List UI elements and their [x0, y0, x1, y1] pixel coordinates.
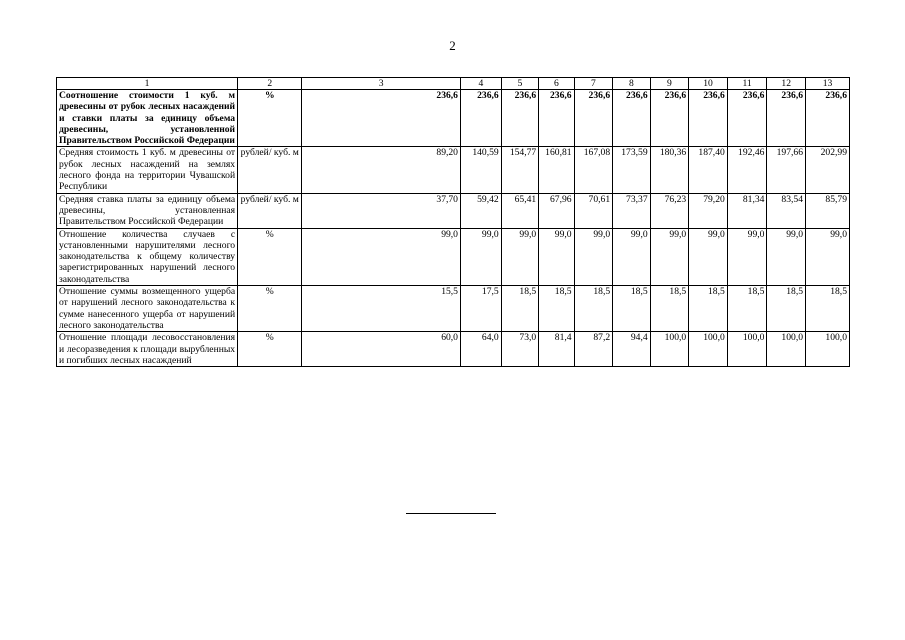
value-cell: 160,81 — [539, 147, 574, 193]
column-header: 7 — [574, 78, 613, 90]
value-cell: 73,37 — [613, 193, 651, 228]
value-cell: 18,5 — [501, 286, 539, 332]
value-cell: 81,34 — [727, 193, 767, 228]
value-cell: 67,96 — [539, 193, 574, 228]
value-cell: 18,5 — [767, 286, 806, 332]
value-cell: 154,77 — [501, 147, 539, 193]
value-cell: 85,79 — [806, 193, 850, 228]
value-cell: 236,6 — [460, 90, 501, 147]
value-cell: 99,0 — [539, 228, 574, 285]
value-cell: 167,08 — [574, 147, 613, 193]
value-cell: 59,42 — [460, 193, 501, 228]
value-cell: 236,6 — [650, 90, 689, 147]
value-cell: 192,46 — [727, 147, 767, 193]
value-cell: 180,36 — [650, 147, 689, 193]
value-cell: 100,0 — [806, 332, 850, 367]
value-cell: 187,40 — [689, 147, 728, 193]
column-header: 13 — [806, 78, 850, 90]
value-cell: 64,0 — [460, 332, 501, 367]
unit-cell: % — [238, 228, 302, 285]
column-header: 11 — [727, 78, 767, 90]
column-header: 8 — [613, 78, 651, 90]
value-cell: 99,0 — [727, 228, 767, 285]
value-cell: 79,20 — [689, 193, 728, 228]
value-cell: 197,66 — [767, 147, 806, 193]
column-header: 12 — [767, 78, 806, 90]
value-cell: 236,6 — [727, 90, 767, 147]
value-cell: 89,20 — [302, 147, 461, 193]
column-header: 3 — [302, 78, 461, 90]
value-cell: 99,0 — [806, 228, 850, 285]
indicator-cell: Средняя ставка платы за единицу объема древесины, установленная Правительством Российской Федерации — [57, 193, 238, 228]
value-cell: 100,0 — [689, 332, 728, 367]
value-cell: 73,0 — [501, 332, 539, 367]
value-cell: 81,4 — [539, 332, 574, 367]
page-number: 2 — [449, 38, 456, 53]
value-cell: 99,0 — [650, 228, 689, 285]
column-header: 2 — [238, 78, 302, 90]
column-header: 10 — [689, 78, 728, 90]
footer-separator-line — [406, 513, 496, 514]
indicator-cell: Средняя стоимость 1 куб. м древесины от рубок лесных насаждений на землях лесного фонда на территории Чувашской Республики — [57, 147, 238, 193]
value-cell: 18,5 — [539, 286, 574, 332]
table-row — [57, 286, 850, 332]
value-cell: 236,6 — [767, 90, 806, 147]
value-cell: 99,0 — [501, 228, 539, 285]
value-cell: 94,4 — [613, 332, 651, 367]
unit-cell: % — [238, 90, 302, 147]
value-cell: 18,5 — [689, 286, 728, 332]
table-row — [57, 147, 850, 193]
indicator-cell: Отношение площади лесовосстановления и лесоразведения к площади вырубленных и погибших лесных насаждений — [57, 332, 238, 367]
value-cell: 236,6 — [302, 90, 461, 147]
value-cell: 99,0 — [574, 228, 613, 285]
value-cell: 100,0 — [727, 332, 767, 367]
indicators-table — [56, 77, 850, 367]
table-row — [57, 332, 850, 367]
value-cell: 87,2 — [574, 332, 613, 367]
value-cell: 100,0 — [650, 332, 689, 367]
value-cell: 236,6 — [689, 90, 728, 147]
value-cell: 15,5 — [302, 286, 461, 332]
value-cell: 76,23 — [650, 193, 689, 228]
table-header-row — [57, 78, 850, 90]
table-row — [57, 228, 850, 285]
column-header: 4 — [460, 78, 501, 90]
value-cell: 37,70 — [302, 193, 461, 228]
value-cell: 18,5 — [806, 286, 850, 332]
value-cell: 236,6 — [806, 90, 850, 147]
value-cell: 99,0 — [302, 228, 461, 285]
value-cell: 236,6 — [539, 90, 574, 147]
table-row — [57, 193, 850, 228]
indicator-cell: Соотношение стоимости 1 куб. м древесины от рубок лесных насаждений и ставки платы за единицу объема древесины, установленной Правительством Российской Федерации — [57, 90, 238, 147]
column-header: 1 — [57, 78, 238, 90]
table-row — [57, 90, 850, 147]
indicator-cell: Отношение количества случаев с установленными нарушителями лесного законодательства к общему количеству зарегистрированных нарушений лесного законодательства — [57, 228, 238, 285]
value-cell: 99,0 — [767, 228, 806, 285]
table-body — [57, 90, 850, 367]
value-cell: 236,6 — [501, 90, 539, 147]
value-cell: 83,54 — [767, 193, 806, 228]
value-cell: 173,59 — [613, 147, 651, 193]
value-cell: 70,61 — [574, 193, 613, 228]
unit-cell: рублей/ куб. м — [238, 147, 302, 193]
column-header: 6 — [539, 78, 574, 90]
value-cell: 140,59 — [460, 147, 501, 193]
value-cell: 99,0 — [613, 228, 651, 285]
value-cell: 60,0 — [302, 332, 461, 367]
value-cell: 236,6 — [574, 90, 613, 147]
unit-cell: рублей/ куб. м — [238, 193, 302, 228]
value-cell: 99,0 — [689, 228, 728, 285]
value-cell: 18,5 — [727, 286, 767, 332]
column-header: 9 — [650, 78, 689, 90]
unit-cell: % — [238, 286, 302, 332]
value-cell: 18,5 — [650, 286, 689, 332]
value-cell: 65,41 — [501, 193, 539, 228]
value-cell: 100,0 — [767, 332, 806, 367]
value-cell: 236,6 — [613, 90, 651, 147]
unit-cell: % — [238, 332, 302, 367]
value-cell: 17,5 — [460, 286, 501, 332]
column-header: 5 — [501, 78, 539, 90]
value-cell: 202,99 — [806, 147, 850, 193]
value-cell: 99,0 — [460, 228, 501, 285]
value-cell: 18,5 — [613, 286, 651, 332]
value-cell: 18,5 — [574, 286, 613, 332]
indicator-cell: Отношение суммы возмещенного ущерба от нарушений лесного законодательства к сумме нанесенного ущерба от нарушений лесного законодательства — [57, 286, 238, 332]
